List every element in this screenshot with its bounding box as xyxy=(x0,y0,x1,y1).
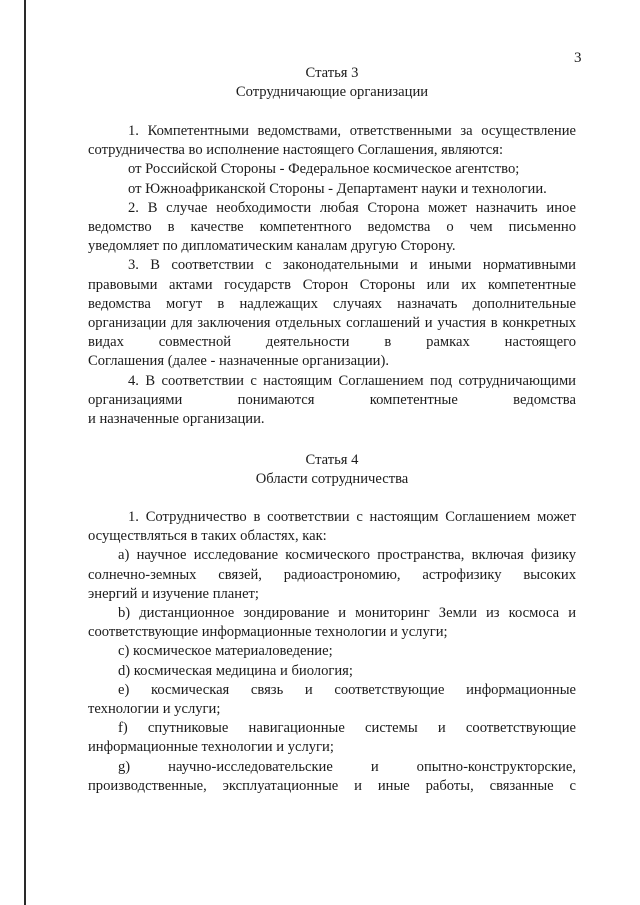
article-4-clause-1-last: осуществляться в таких областях, как: xyxy=(88,528,327,545)
article-4-item-e-last: технологии и услуги; xyxy=(88,701,221,718)
article-4-clause-1: 1. Сотрудничество в соответствии с настоящим Соглашением может xyxy=(128,509,576,525)
article-3-subtitle: Сотрудничающие организации xyxy=(235,84,429,101)
article-3-clause-1-line-2: сотрудничества во исполнение настоящего Соглашения, являются: xyxy=(88,142,504,159)
article-4-body xyxy=(88,508,576,796)
article-4-item-e: e) космическая связь и соответствующие информационные xyxy=(118,681,576,698)
article-4-subtitle: Области сотрудничества xyxy=(255,471,409,488)
article-3-clause-3: 3. В соответствии с законодательными и иными нормативными правовыми актами государств Сторон Стороны или их компетентные ведомства могут в надлежащих случаях назначать дополнительные организации для заключения отдельных соглашений и участия в конкретных видах совместной деятельности в рамках настоящего xyxy=(88,257,576,351)
article-4-item-g: g) научно-исследовательские и опытно-конструкторские, xyxy=(118,758,576,775)
article-3-clause-4-last: и назначенные организации. xyxy=(88,411,265,428)
article-4-heading xyxy=(88,451,576,489)
article-3-body xyxy=(88,122,576,429)
article-4-title: Статья 4 xyxy=(305,452,359,468)
article-4-item-f-last: информационные технологии и услуги; xyxy=(88,739,334,756)
article-4-item-c: c) космическое материаловедение; xyxy=(118,643,333,660)
article-4-item-b-last: соответствующие информационные технологии и услуги; xyxy=(88,624,448,641)
article-3-clause-4: 4. В соответствии с настоящим Соглашением под сотрудничающими организациями понимаются компетентные ведомства xyxy=(88,372,576,408)
scan-edge-line xyxy=(24,0,26,905)
article-4-item-g-line-2: производственные, эксплуатационные и иные работы, связанные с xyxy=(88,777,576,794)
article-3-clause-2-last: уведомляет по дипломатическим каналам другую Сторону. xyxy=(88,238,456,255)
article-4-item-a: а) научное исследование космического пространства, включая физику солнечно-земных связей, радиоастрономию, астрофизику высоких xyxy=(88,547,576,583)
article-3-clause-2: 2. В случае необходимости любая Сторона может назначить иное ведомство в качестве компетентного ведомства о чем письменно xyxy=(88,199,576,236)
article-4-item-f: f) спутниковые навигационные системы и соответствующие xyxy=(118,720,576,737)
article-3-clause-3-last: Соглашения (далее - назначенные организации). xyxy=(88,353,389,370)
article-4-item-a-last: энергий и изучение планет; xyxy=(88,585,259,602)
article-3-title: Статья 3 xyxy=(305,65,359,81)
article-3-clause-1-line-3: от Российской Стороны - Федеральное космическое агентство; xyxy=(128,161,520,178)
article-3-clause-1: 1. Компетентными ведомствами, ответственными за осуществление xyxy=(128,123,576,139)
article-4-item-b: b) дистанционное зондирование и мониторинг Земли из космоса и xyxy=(118,605,576,622)
page-number: 3 xyxy=(574,50,582,66)
article-3-heading xyxy=(88,64,576,102)
article-4-item-d: d) космическая медицина и биология; xyxy=(118,662,353,679)
article-3-clause-1-line-4: от Южноафриканской Стороны - Департамент науки и технологии. xyxy=(128,180,547,197)
